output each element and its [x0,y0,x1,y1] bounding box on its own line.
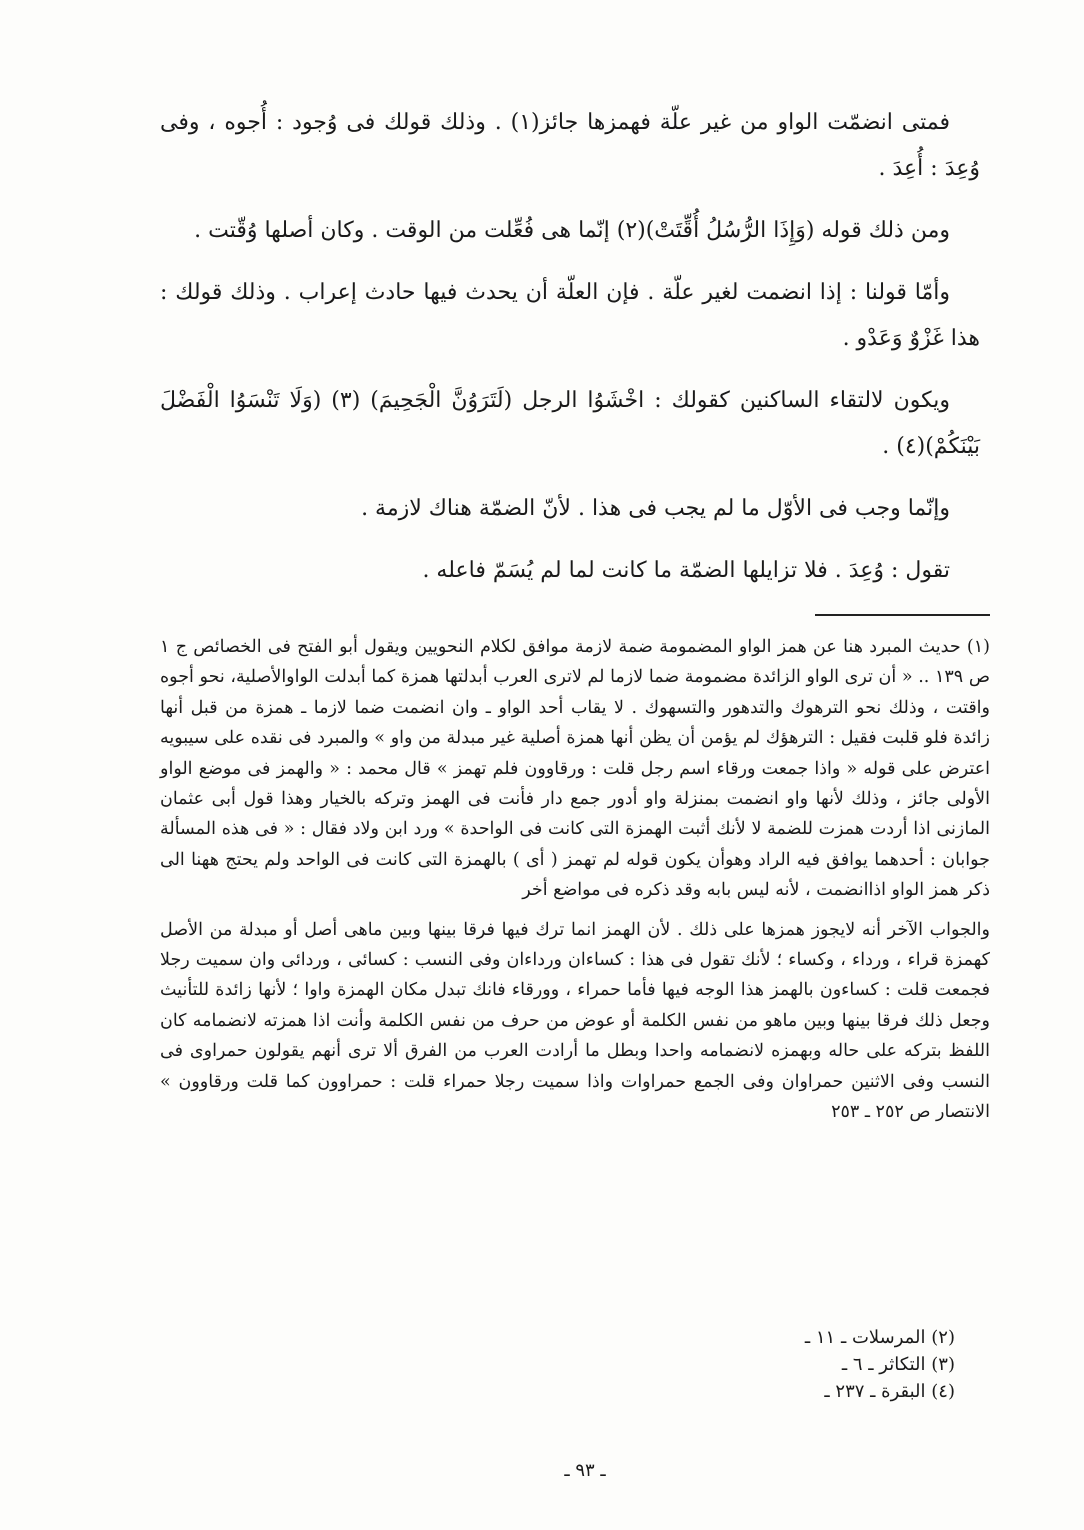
footnote-3: (٣) التكاثر ـ ٦ ـ [841,1354,955,1375]
paragraph: تقول : وُعِدَ . فلا تزايلها الضمّة ما كانت لما لم يُسَمّ فاعله . [422,558,950,583]
footnotes [160,632,990,1137]
footnote-1: (١) حديث المبرد هنا عن همز الواو المضمومة ضمة لازمة موافق لكلام النحويين ويقول أبو الفتح فى الخصائص ج ١ ص ١٣٩ .. « أن ترى الواو الزائدة مضمومة ضما لازما لم لاترى العرب أبدلتها همزة كما أبدلت الواوالأصلية، نحو أجوه واقتت ، وذلك نحو الترهوك والتدهور والتسهوك . لا يقاب أحد الواو ـ وان انضمت ضما لازما ـ همزة من قبل أنها زائدة فلو قلبت فقيل : الترهؤك لم يؤمن أن يظن أنها همزة أصلية غير مبدلة من واو » والمبرد فى نقده على سيبويه اعترض على قوله « واذا جمعت ورقاء اسم رجل قلت : ورقاوون فلم تهمز » قال محمد : « والهمز فى موضع الواو الأولى جائز ، وذلك لأنها واو انضمت بمنزلة واو أدور جمع دار فأنت فى الهمز وتركه بالخيار وهذا قول أبى عثمان المازنى اذا أردت همزت للضمة لا لأنك أثبت الهمزة التى كانت فى الواحدة » ورد ابن ولاد فقال : « فى هذه المسألة جوابان : أحدهما يوافق فيه الراد وهوأن يكون قوله لم تهمز ( أى ) بالهمزة التى كانت فى الواحد ولم يحتج ههنا الى ذكر همز الواو اذاانضمت ، لأنه ليس بابه وقد ذكره فى مواضع أخر [160,637,990,901]
paragraph: وأمّا قولنا : إذا انضمت لغير علّة . فإن العلّة أن يحدث فيها حادث إعراب . وذلك قولك : هذا غَزْوٌ وَعَدْو . [160,280,980,351]
paragraph: ومن ذلك قوله (وَإِذَا الرُّسُلُ أُقِّتَتْ)(٢) إنّما هى فُعِّلت من الوقت . وكان أصلها وُقّتت . [194,218,950,243]
footnote-divider [815,614,990,616]
paragraph: وإنّما وجب فى الأوّل ما لم يجب فى هذا . لأنّ الضمّة هناك لازمة . [361,496,950,521]
main-text [160,100,980,610]
paragraph: ويكون لالتقاء الساكنين كقولك : اخْشَوُا الرجل (لَتَرَوُنَّ الْجَحِيمَ) (٣) (وَلَا تَنْسَوُا الْفَضْلَ بَيْنَكُمْ)(٤) . [160,388,980,459]
footnote-1-continued: والجواب الآخر أنه لايجوز همزها على ذلك . لأن الهمز انما ترك فيها فرقا بينها وبين ماهى أصل أو مبدلة من الأصل كهمزة قراء ، ورداء ، وكساء ؛ لأنك تقول فى هذا : كساءان ورداءان وفى النسب : كسائى ، وردائى وان سميت رجلا فجمعت قلت : كساءون بالهمز هذا الوجه فيها فأما حمراء ، وورقاء فانك تبدل مكان الهمزة واوا ؛ لأنها زائدة للتأنيث وجعل ذلك فرقا بينها وبين ماهو من نفس الكلمة أو عوض من حرف من نفس الكلمة وأنت اذا همزته لانضمامه كان اللفظ بتركه على حاله وبهمزه لانضمامه واحدا وبطل ما أرادت العرب من الفرق ألا ترى أنهم يقولون حمراوى فى النسب وفى الاثنين حمراوان وفى الجمع حمراوات واذا سميت رجلا حمراء قلت : حمراوون كما قلت ورقاوون » الانتصار ص ٢٥٢ ـ ٢٥٣ [160,919,990,1123]
page-number: ـ ٩٣ ـ [564,1460,606,1481]
footnote-references [740,1324,955,1405]
footnote-4: (٤) البقرة ـ ٢٣٧ ـ [824,1381,955,1402]
paragraph: فمتى انضمّت الواو من غير علّة فهمزها جائز(١) . وذلك قولك فى وُجود : أُجوه ، وفى وُعِدَ : أُعِدَ . [160,110,980,181]
footnote-2: (٢) المرسلات ـ ١١ ـ [804,1327,955,1348]
